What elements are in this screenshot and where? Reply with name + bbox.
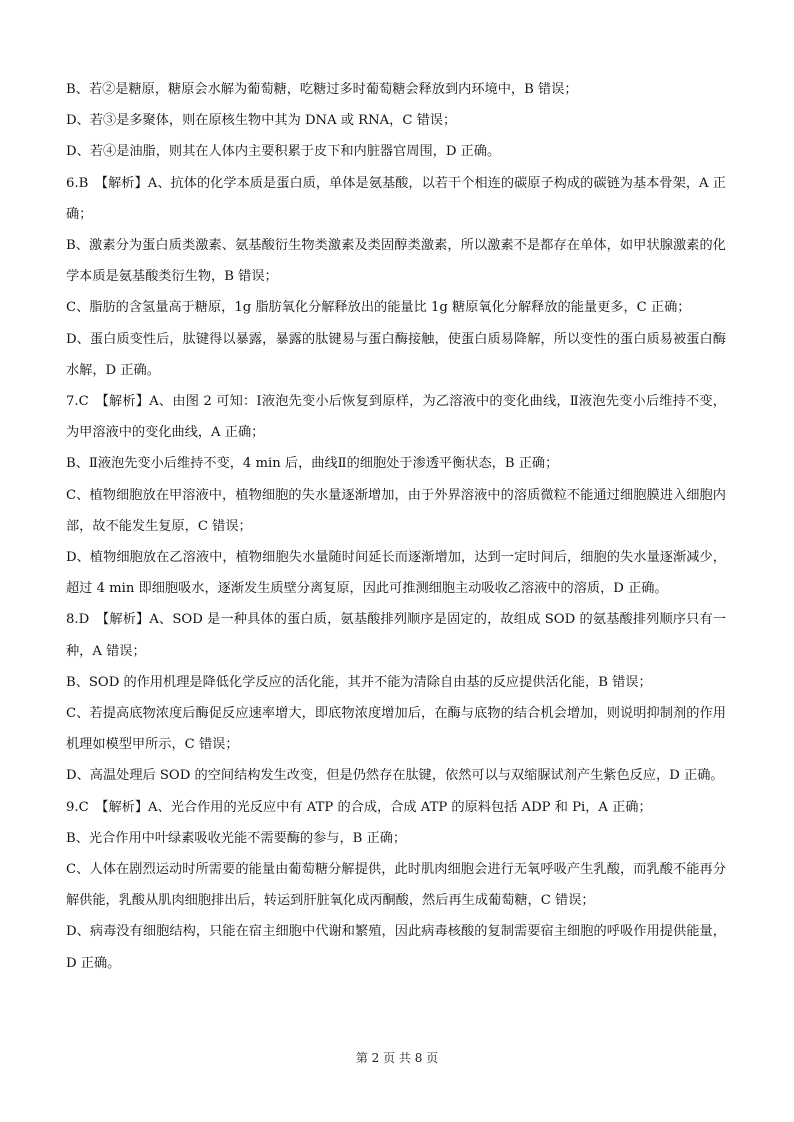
paragraph: C、人体在剧烈运动时所需要的能量由葡萄糖分解提供，此时肌肉细胞会进行无氧呼吸产生乳酸，而乳酸不能再分解供能，乳酸从肌肉细胞排出后，转运到肝脏氧化成丙酮酸，然后再生成葡萄糖，C 错误； (66, 862, 726, 909)
paragraph: C、植物细胞放在甲溶液中，植物细胞的失水量逐渐增加，由于外界溶液中的溶质微粒不能通过细胞膜进入细胞内部，故不能发生复原，C 错误； (66, 487, 726, 534)
paragraph: B、SOD 的作用机理是降低化学反应的活化能，其并不能为清除自由基的反应提供活化能，B 错误； (66, 674, 652, 690)
paragraph: D、蛋白质变性后，肽键得以暴露，暴露的肽键易与蛋白酶接触，使蛋白质易降解，所以变性的蛋白质易被蛋白酶水解，D 正确。 (66, 331, 726, 378)
paragraph: D、若③是多聚体，则在原核生物中其为 DNA 或 RNA，C 错误； (66, 113, 457, 129)
paragraph: 8.D 【解析】A、SOD 是一种具体的蛋白质，氨基酸排列顺序是固定的，故组成 SOD 的氨基酸排列顺序只有一种，A 错误； (66, 612, 726, 659)
paragraph: D、若④是油脂，则其在人体内主要积累于皮下和内脏器官周围，D 正确。 (66, 144, 501, 160)
document-body (66, 74, 726, 979)
paragraph: B、激素分为蛋白质类激素、氨基酸衍生物类激素及类固醇类激素，所以激素不是都存在单体，如甲状腺激素的化学本质是氨基酸类衍生物，B 错误； (66, 238, 726, 285)
paragraph: D、高温处理后 SOD 的空间结构发生改变，但是仍然存在肽键，依然可以与双缩脲试剂产生紫色反应，D 正确。 (66, 768, 724, 784)
paragraph: 9.C 【解析】A、光合作用的光反应中有 ATP 的合成，合成 ATP 的原料包括 ADP 和 Pi，A 正确； (66, 799, 652, 815)
paragraph: C、脂肪的含氢量高于糖原，1g 脂肪氧化分解释放出的能量比 1g 糖原氧化分解释放的能量更多，C 正确； (66, 300, 691, 316)
paragraph: 7.C 【解析】A、由图 2 可知：Ⅰ液泡先变小后恢复到原样，为乙溶液中的变化曲线，Ⅱ液泡先变小后维持不变，为甲溶液中的变化曲线，A 正确； (66, 394, 726, 441)
paragraph: B、光合作用中叶绿素吸收光能不需要酶的参与，B 正确； (66, 830, 407, 846)
paragraph: B、若②是糖原，糖原会水解为葡萄糖，吃糖过多时葡萄糖会释放到内环境中，B 错误； (66, 82, 578, 97)
paragraph: B、Ⅱ液泡先变小后维持不变，4 min 后，曲线Ⅱ的细胞处于渗透平衡状态，B 正确； (66, 456, 559, 472)
page-footer: 第 2 页 共 8 页 (355, 1051, 439, 1065)
paragraph: C、若提高底物浓度后酶促反应速率增大，即底物浓度增加后，在酶与底物的结合机会增加，则说明抑制剂的作用机理如模型甲所示，C 错误； (66, 706, 726, 753)
paragraph: D、植物细胞放在乙溶液中，植物细胞失水量随时间延长而逐渐增加，达到一定时间后，细胞的失水量逐渐减少，超过 4 min 即细胞吸水，逐渐发生质壁分离复原，因此可推测细胞主动吸收乙溶液中的溶质，D 正确。 (66, 550, 726, 597)
paragraph: 6.B 【解析】A、抗体的化学本质是蛋白质，单体是氨基酸，以若干个相连的碳原子构成的碳链为基本骨架，A 正确； (66, 175, 726, 222)
paragraph: D、病毒没有细胞结构，只能在宿主细胞中代谢和繁殖，因此病毒核酸的复制需要宿主细胞的呼吸作用提供能量，D 正确。 (66, 924, 726, 971)
